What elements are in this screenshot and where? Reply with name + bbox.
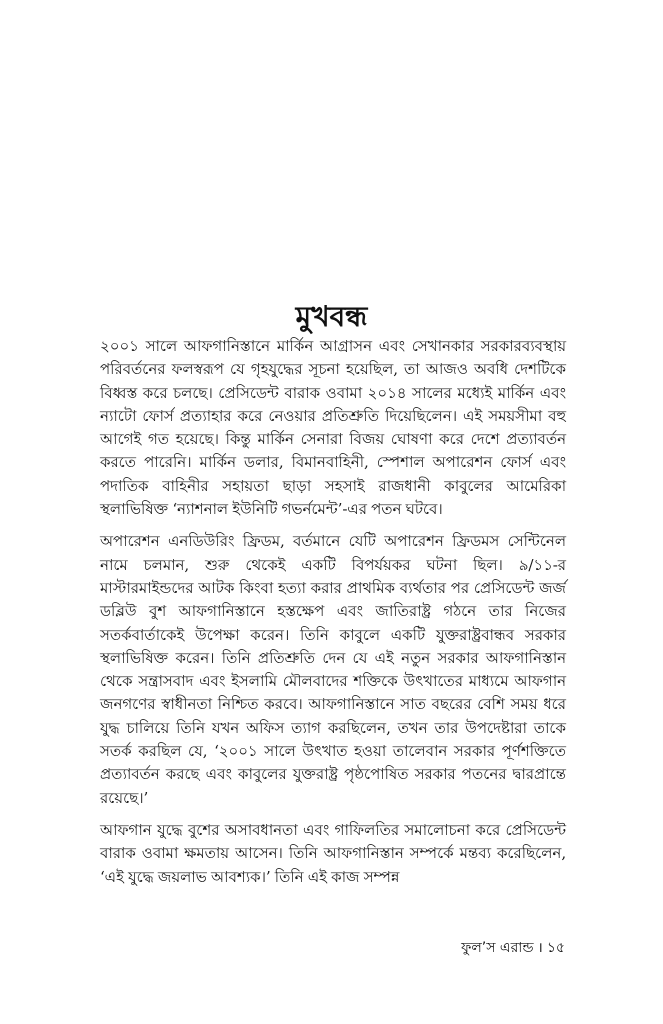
paragraph-1: ২০০১ সালে আফগানিস্তানে মার্কিন আগ্রাসন এবং সেখানকার সরকারব্যবস্থায় পরিবর্তনের ফলস্বরূপ যে গৃহযুদ্ধের সূচনা হয়েছিল, তা আজও অবধি দেশটিকে বিধ্বস্ত করে চলছে। প্রেসিডেন্ট বারাক ওবামা ২০১৪ সালের মধ্যেই মার্কিন এবং ন্যাটো ফোর্স প্রত্যাহার করে নেওয়ার প্রতিশ্রুতি দিয়েছিলেন। এই সময়সীমা বহু আগেই গত হয়েছে। কিন্তু মার্কিন সেনারা বিজয় ঘোষণা করে দেশে প্রত্যাবর্তন করতে পারেনি। মার্কিন ডলার, বিমানবাহিনী, স্পেশাল অপারেশন ফোর্স এবং পদাতিক বাহিনীর সহায়তা ছাড়া সহসাই রাজধানী কাবুলের আমেরিকা স্থলাভিষিক্ত ‘ন্যাশনাল ইউনিটি গভর্নমেন্ট’-এর পতন ঘটবে। — [100, 337, 566, 519]
footer-separator: । — [537, 940, 543, 956]
paragraph-3: আফগান যুদ্ধে বুশের অসাবধানতা এবং গাফিলতির সমালোচনা করে প্রেসিডেন্ট বারাক ওবামা ক্ষমতায় আসেন। তিনি আফগানিস্তান সম্পর্কে মন্তব্য করেছিলেন, ‘এই যুদ্ধে জয়লাভ আবশ্যক।’ তিনি এই কাজ সম্পন্ন — [100, 820, 566, 886]
running-title: ফুল’স এরান্ড — [461, 940, 534, 956]
page-number: ১৫ — [546, 940, 565, 956]
page-footer — [461, 938, 565, 958]
paragraph-2: অপারেশন এনডিউরিং ফ্রিডম, বর্তমানে যেটি অপারেশন ফ্রিডমস সেন্টিনেল নামে চলমান, শুরু থেকেই একটি বিপর্যয়কর ঘটনা ছিল। ৯/১১-র মাস্টারমাইন্ডদের আটক কিংবা হত্যা করার প্রাথমিক ব্যর্থতার পর প্রেসিডেন্ট জর্জ ডব্লিউ বুশ আফগানিস্তানে হস্তক্ষেপ এবং জাতিরাষ্ট্র গঠনে তার নিজের সতর্কবার্তাকেই উপেক্ষা করেন। তিনি কাবুলে একটি যুক্তরাষ্ট্রবান্ধব সরকার স্থলাভিষিক্ত করেন। তিনি প্রতিশ্রুতি দেন যে এই নতুন সরকার আফগানিস্তান থেকে সন্ত্রাসবাদ এবং ইসলামি মৌলবাদের শক্তিকে উৎখাতের মাধ্যমে আফগান জনগণের স্বাধীনতা নিশ্চিত করবে। আফগানিস্তানে সাত বছরের বেশি সময় ধরে যুদ্ধ চালিয়ে তিনি যখন অফিস ত্যাগ করছিলেন, তখন তার উপদেষ্টারা তাকে সতর্ক করছিল যে, ‘২০০১ সালে উৎখাত হওয়া তালেবান সরকার পূর্ণশক্তিতে প্রত্যাবর্তন করছে এবং কাবুলের যুক্তরাষ্ট্র পৃষ্ঠপোষিত সরকার পতনের দ্বারপ্রান্তে রয়েছে।’ — [100, 532, 566, 807]
body-text — [100, 335, 566, 898]
chapter-title: মুখবন্ধ — [295, 299, 368, 333]
